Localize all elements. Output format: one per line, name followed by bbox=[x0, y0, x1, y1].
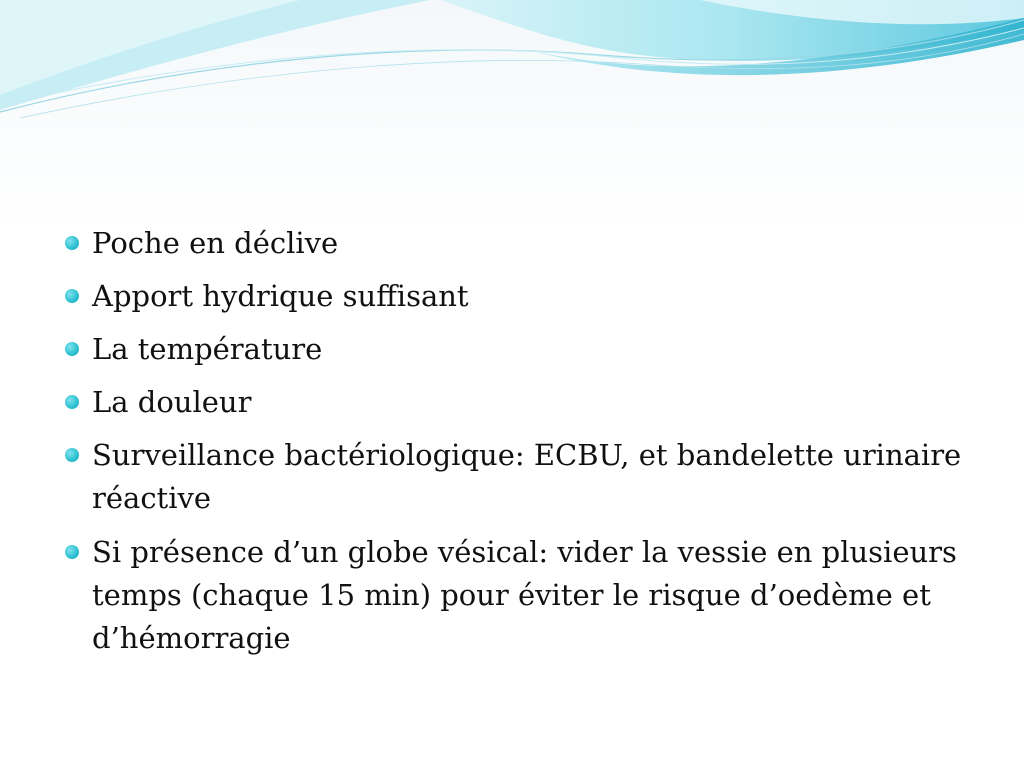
bullet-dot-icon bbox=[65, 342, 79, 356]
bullet-dot-icon bbox=[65, 448, 79, 462]
bullet-text: Apport hydrique suffisant bbox=[92, 279, 469, 313]
bullet-text: La douleur bbox=[92, 385, 252, 419]
bullet-dot-icon bbox=[65, 236, 79, 250]
list-item bbox=[62, 531, 962, 660]
list-item bbox=[62, 328, 962, 370]
list-item bbox=[62, 381, 962, 423]
list-item bbox=[62, 434, 962, 520]
bullet-dot-icon bbox=[65, 289, 79, 303]
bullet-text: La température bbox=[92, 332, 323, 366]
header-wave-decoration bbox=[0, 0, 1024, 130]
list-item bbox=[62, 222, 962, 264]
bullet-text: Si présence d’un globe vésical: vider la vessie en plusieurs temps (chaque 15 min) pour éviter le risque d’oedème et d’hémorragie bbox=[92, 535, 957, 655]
bullet-text: Surveillance bactériologique: ECBU, et bandelette urinaire réactive bbox=[92, 438, 962, 515]
bullet-dot-icon bbox=[65, 545, 79, 559]
bullet-text: Poche en déclive bbox=[92, 226, 339, 260]
bullet-list bbox=[62, 222, 962, 671]
list-item bbox=[62, 275, 962, 317]
bullet-dot-icon bbox=[65, 395, 79, 409]
